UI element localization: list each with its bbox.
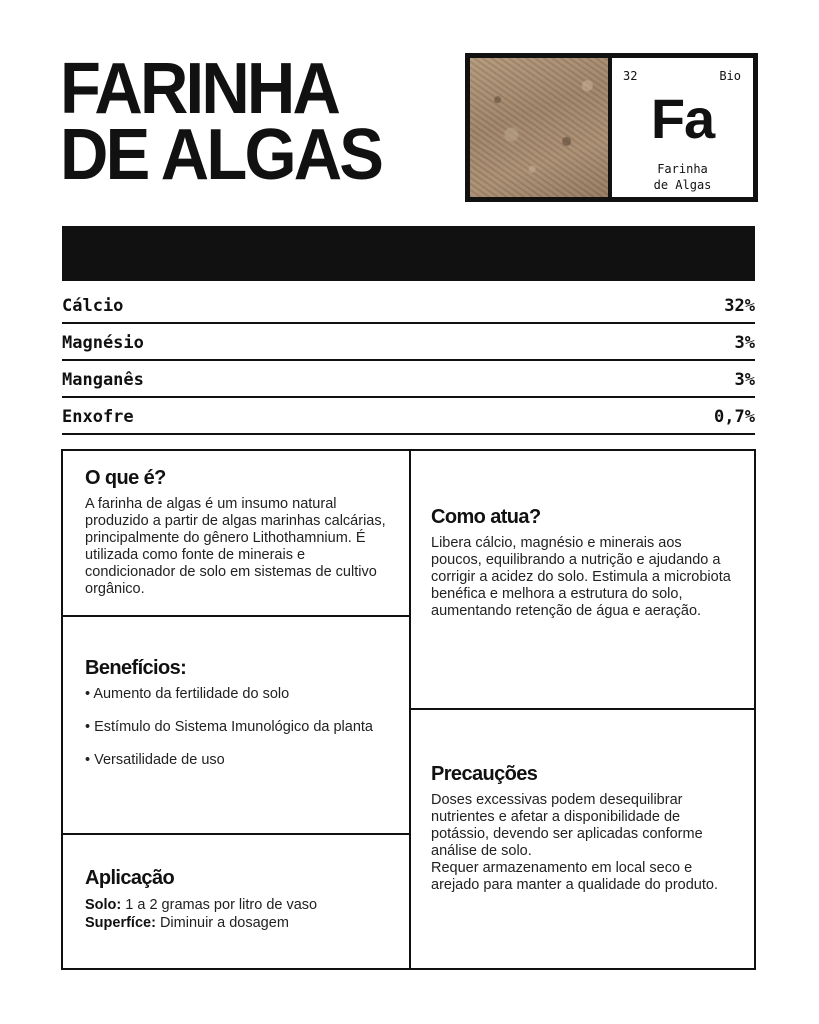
title-line-1: FARINHA [60,49,339,129]
what-is-section [63,467,409,598]
nutrient-name: Enxofre [62,406,134,427]
precautions-text-2: Requer armazenamento em local seco e arejado para manter a qualidade do produto. [431,860,718,893]
list-item: • Versatilidade de uso [85,752,387,769]
grid-divider [411,708,754,710]
what-is-heading: O que é? [85,467,166,489]
element-name-line-1: Farinha [657,162,708,176]
divider-bar [62,226,755,281]
grid-divider [63,615,409,617]
element-name-line-2: de Algas [653,178,712,192]
list-item: • Aumento da fertilidade do solo [85,686,387,703]
nutrient-table [62,288,755,435]
benefits-heading: Benefícios: [85,657,187,679]
benefits-list [85,686,387,769]
application-heading: Aplicação [85,867,175,889]
element-name [612,161,753,193]
nutrient-name: Magnésio [62,332,144,353]
nutrient-row [62,361,755,398]
nutrient-value: 32% [724,296,755,316]
nutrient-row [62,324,755,361]
how-it-works-section [409,506,754,620]
title-line-2: DE ALGAS [60,115,382,195]
nutrient-name: Cálcio [62,296,124,316]
grid-divider [63,833,409,835]
nutrient-value: 3% [734,332,755,353]
application-soil-label: Solo: [85,897,122,913]
application-soil-text: 1 a 2 gramas por litro de vaso [121,897,318,913]
nutrient-value: 3% [734,369,755,390]
precautions-section [409,763,754,894]
application-soil [85,896,387,914]
list-item: • Estímulo do Sistema Imunológico da planta [85,719,387,736]
element-tag: Bio [719,69,741,83]
what-is-text: A farinha de algas é um insumo natural produzido a partir de algas marinhas calcárias, principalmente do gênero Lithothamnium. É utilizada como fonte de minerais e condicionador de solo em sistemas de cultivo orgânico. [85,496,386,597]
nutrient-name: Manganês [62,369,144,390]
element-symbol: Fa [650,87,715,150]
element-tile [612,58,753,197]
info-grid [61,449,756,970]
how-it-works-text: Libera cálcio, magnésio e minerais aos poucos, equilibrando a nutrição e ajudando a corrigir a acidez do solo. Estimula a microbiota benéfica e melhora a estrutura do solo, aumentando retenção de água e aeração. [431,535,731,619]
benefits-section [63,657,409,785]
nutrient-row [62,398,755,435]
precautions-text-1: Doses excessivas podem desequilibrar nutrientes e afetar a disponibilidade de potássio, devendo ser aplicadas conforme análise de solo. [431,792,703,859]
application-surface [85,914,387,932]
precautions-heading: Precauções [431,763,538,785]
application-surface-text: Diminuir a dosagem [155,915,289,931]
periodic-element-card [465,53,758,202]
application-section [63,867,409,932]
how-it-works-heading: Como atua? [431,506,541,528]
soil-powder-photo [470,58,608,197]
nutrient-value: 0,7% [714,406,755,427]
nutrient-row [62,288,755,324]
application-surface-label: Superfíce: [85,915,156,931]
page-title [60,49,382,195]
element-number: 32 [623,69,638,83]
